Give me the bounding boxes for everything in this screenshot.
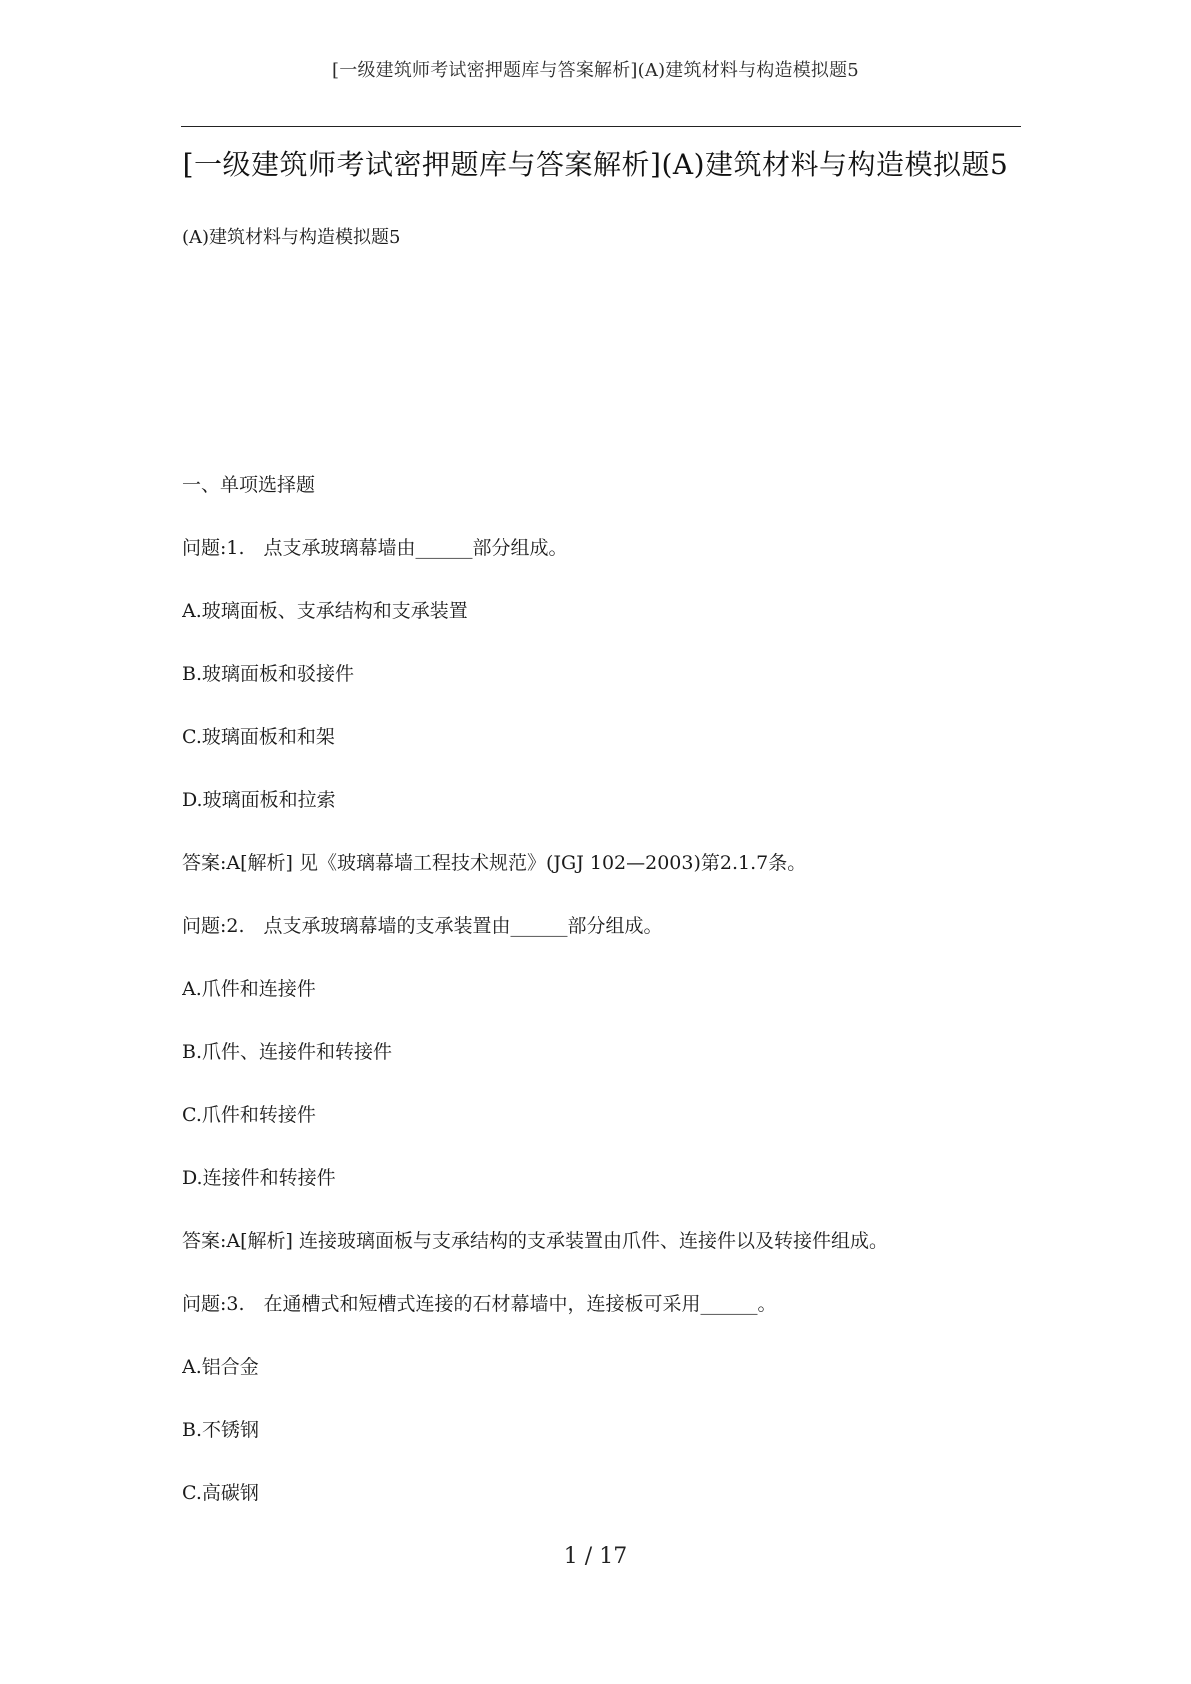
question-3-option-c: C.高碳钢	[182, 1482, 259, 1504]
document-title: [一级建筑师考试密押题库与答案解析](A)建筑材料与构造模拟题5	[182, 148, 1009, 181]
question-1-option-c: C.玻璃面板和和架	[182, 726, 335, 748]
document-body	[182, 471, 1012, 1542]
header-divider	[181, 126, 1021, 127]
question-1-answer: 答案:A[解析] 见《玻璃幕墙工程技术规范》(JGJ 102—2003)第2.1.7条。	[182, 852, 807, 874]
page-number: 1 / 17	[563, 1544, 628, 1569]
question-2-option-a: A.爪件和连接件	[182, 978, 316, 1000]
running-header: [一级建筑师考试密押题库与答案解析](A)建筑材料与构造模拟题5	[332, 60, 859, 81]
question-3-option-b: B.不锈钢	[182, 1419, 260, 1441]
question-1-option-d: D.玻璃面板和拉索	[182, 789, 336, 811]
question-3-option-a: A.铝合金	[182, 1356, 259, 1378]
question-2-option-d: D.连接件和转接件	[182, 1167, 336, 1189]
question-1-option-a: A.玻璃面板、支承结构和支承装置	[182, 600, 468, 622]
question-2: 问题:2. 点支承玻璃幕墙的支承装置由______部分组成。	[182, 915, 663, 937]
question-1-option-b: B.玻璃面板和驳接件	[182, 663, 355, 685]
question-3: 问题:3. 在通槽式和短槽式连接的石材幕墙中，连接板可采用______。	[182, 1293, 777, 1315]
question-2-answer: 答案:A[解析] 连接玻璃面板与支承结构的支承装置由爪件、连接件以及转接件组成。	[182, 1230, 888, 1252]
question-2-option-c: C.爪件和转接件	[182, 1104, 316, 1126]
question-1: 问题:1. 点支承玻璃幕墙由______部分组成。	[182, 537, 568, 559]
document-subtitle: (A)建筑材料与构造模拟题5	[182, 227, 401, 248]
section-heading: 一、单项选择题	[182, 474, 316, 496]
question-2-option-b: B.爪件、连接件和转接件	[182, 1041, 393, 1063]
